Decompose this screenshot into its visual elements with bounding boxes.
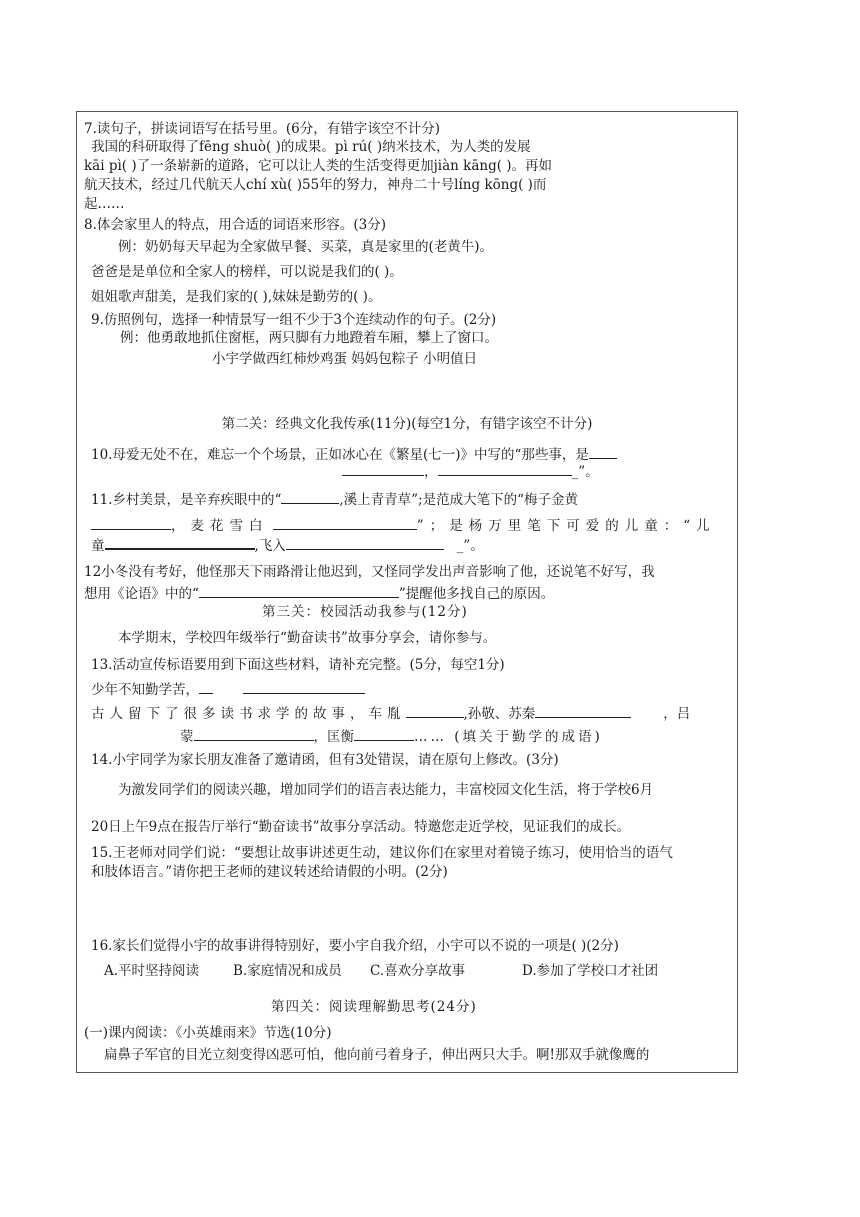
q9-example: 例：他勇敢地抓住窗框，两只脚有力地蹬着车厢，攀上了窗口。: [120, 330, 498, 346]
section3-title: 第三关：校园活动我参与(12分): [262, 604, 468, 620]
q11-blank-2[interactable]: [91, 515, 171, 530]
q10-blank-1[interactable]: [589, 444, 617, 459]
q11-line3: 童 ,飞入 _”。: [91, 534, 484, 555]
q7-line2: kāi pì( )了一条崭新的道路，它可以让人类的生活变得更加jiàn kāng( )。再如: [84, 158, 553, 174]
q8-title: 8.体会家里人的特点，用合适的词语来形容。(3分): [84, 217, 387, 233]
q13-blank-4[interactable]: [194, 726, 314, 741]
q13-line2: 古人留下了很多读书求学的故事，车胤 ,孙敬、苏秦 ，吕: [91, 703, 690, 723]
section4-title: 第四关：阅读理解勤思考(24分): [271, 999, 477, 1015]
q8-example: 例：奶奶每天早起为全家做早餐、买菜，真是家里的(老黄牛)。: [118, 239, 494, 255]
q15-line2: 和肢体语言。”请你把王老师的建议转述给请假的小明。(2分): [91, 864, 448, 880]
q7-line1: 我国的科研取得了fēng shuò( )的成果。pì rú( )纳米技术，为人类的发展: [91, 139, 531, 155]
q13-blank-1b[interactable]: [243, 679, 365, 694]
q16-title: 16.家长们觉得小宇的故事讲得特别好，要小宇自我介绍，小宇可以不说的一项是( )(2分): [91, 938, 619, 954]
q7-line3: 航天技术，经过几代航天人chí xù( )55年的努力，神舟二十号líng kōng( )而: [84, 177, 547, 193]
q10-blank-2[interactable]: [342, 461, 424, 476]
q11-line2: ，麦花雪白 ”；是杨万里笔下可爱的儿童：“儿: [91, 515, 716, 535]
section2-title: 第二关：经典文化我传承(11分)(每空1分，有错字该空不计分): [221, 416, 593, 432]
q11-blank-5[interactable]: [286, 535, 444, 550]
q12-line1: 12小冬没有考好，他怪那天下雨路滑让他迟到，又怪同学发出声音影响了他，还说笔不好写，我: [84, 564, 655, 580]
q11-blank-4[interactable]: [105, 534, 255, 550]
q14-line1: 为激发同学们的阅读兴趣，增加同学们的语言表达能力，丰富校园文化生活，将于学校6月: [118, 782, 654, 798]
section4-line1: 扁鼻子军官的目光立刻变得凶恶可怕，他向前弓着身子，伸出两只大手。啊!那双手就像鹰的: [104, 1047, 650, 1063]
q16-option-b[interactable]: B.家庭情况和成员: [233, 963, 342, 979]
q8-line2: 姐姐歌声甜美，是我们家的( ),妹妹是勤劳的( )。: [91, 289, 382, 305]
q16-option-a[interactable]: A.平时坚持阅读: [104, 963, 200, 979]
q13-blank-5[interactable]: [354, 726, 414, 741]
q11-blank-3[interactable]: [273, 515, 417, 530]
q8-line1: 爸爸是是单位和全家人的榜样，可以说是我们的( )。: [91, 264, 403, 280]
q13-line1: 少年不知勤学苦，: [91, 679, 365, 699]
q9-options: 小宇学做西红柿炒鸡蛋 妈妈包粽子 小明值日: [212, 351, 478, 367]
q11-blank-1[interactable]: [281, 489, 339, 504]
q9-title: 9.仿照例句，选择一种情景写一组不少于3个连续动作的句子。(2分): [91, 312, 497, 328]
q15-line1: 15.王老师对同学们说：“要想让故事讲述更生动，建议你们在家里对着镜子练习，使用恰当的语气: [91, 845, 673, 861]
q10-text: 10.母爱无处不在，难忘一个个场景，正如冰心在《繁星(七一)》中写的“那些事，是: [91, 444, 617, 464]
q11-line1: 11.乡村美景，是辛弃疾眼中的“ ,溪上青青草”;是范成大笔下的“梅子金黄: [91, 489, 578, 509]
q10-line2: ， _”。: [342, 461, 599, 481]
q16-option-c[interactable]: C.喜欢分享故事: [370, 963, 466, 979]
section3-intro: 本学期末，学校四年级举行“勤奋读书”故事分享会，请你参与。: [118, 630, 497, 646]
q13-blank-2[interactable]: [406, 703, 464, 718]
section4-sub: (一)课内阅读：《小英雄雨来》节选(10分): [84, 1025, 332, 1041]
q10-blank-3[interactable]: [438, 461, 572, 476]
q7-line4: 起……: [84, 196, 125, 212]
q13-title: 13.活动宣传标语要用到下面这些材料，请补充完整。(5分，每空1分): [91, 657, 505, 673]
q12-blank[interactable]: [199, 583, 399, 598]
q16-option-d[interactable]: D.参加了学校口才社团: [522, 963, 659, 979]
q13-blank-3[interactable]: [535, 703, 631, 718]
q14-title: 14.小宇同学为家长朋友准备了邀请函，但有3处错误，请在原句上修改。(3分): [91, 752, 559, 768]
q13-blank-1a[interactable]: [199, 679, 213, 694]
q7-title: 7.读句子，拼读词语写在括号里。(6分，有错字该空不计分): [84, 121, 441, 137]
q14-line2: 20日上午9点在报告厅举行“勤奋读书”故事分享活动。特邀您走近学校，见证我们的成长。: [91, 819, 631, 835]
q12-line2: 想用《论语》中的“ ”提醒他多找自己的原因。: [84, 583, 554, 603]
q13-line3: 蒙 ，匡衡 …… (填关于勤学的成语): [180, 726, 603, 746]
